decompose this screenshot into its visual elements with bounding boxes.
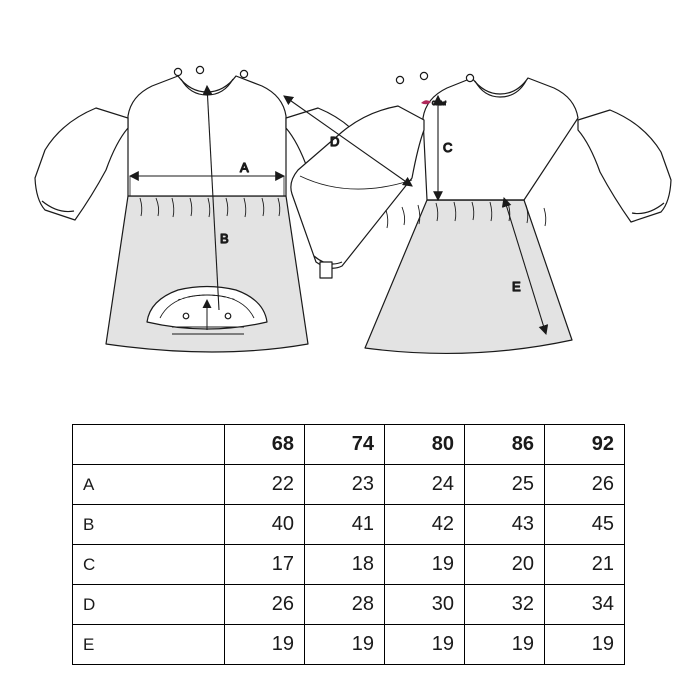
size-table	[72, 424, 625, 665]
back-right-sleeve	[578, 110, 671, 222]
back-sleeve-tab	[320, 262, 332, 278]
row-label-c: C	[73, 545, 225, 585]
back-button-mid	[420, 72, 427, 79]
cell-b-92: 45	[545, 505, 625, 545]
cell-e-68: 19	[225, 625, 305, 665]
cell-d-86: 32	[465, 585, 545, 625]
cell-e-86: 19	[465, 625, 545, 665]
brand-logo-text: Chillef	[432, 101, 446, 107]
cell-d-92: 34	[545, 585, 625, 625]
size-header-1: 74	[305, 425, 385, 465]
cell-a-86: 25	[465, 465, 545, 505]
row-label-a: A	[73, 465, 225, 505]
dimension-b-label: B	[220, 231, 229, 246]
cell-c-68: 17	[225, 545, 305, 585]
size-header-4: 92	[545, 425, 625, 465]
cell-c-80: 19	[385, 545, 465, 585]
back-button-right	[466, 74, 473, 81]
brand-logo	[421, 100, 447, 107]
dimension-d-label: D	[330, 134, 340, 149]
dimension-c-label: C	[443, 140, 453, 155]
cell-c-74: 18	[305, 545, 385, 585]
cell-a-92: 26	[545, 465, 625, 505]
cell-b-68: 40	[225, 505, 305, 545]
front-button-mid	[196, 66, 203, 73]
size-header-0: 68	[225, 425, 305, 465]
front-button-right	[240, 70, 247, 77]
cell-e-92: 19	[545, 625, 625, 665]
cell-e-74: 19	[305, 625, 385, 665]
size-chart	[72, 424, 624, 665]
cell-d-80: 30	[385, 585, 465, 625]
table-row	[73, 505, 625, 545]
table-header-row	[73, 425, 625, 465]
dimension-e-label: E	[512, 279, 521, 294]
back-button-left	[396, 76, 403, 83]
dimension-a-label: A	[240, 160, 249, 175]
row-label-e: E	[73, 625, 225, 665]
front-left-sleeve	[35, 108, 128, 220]
cell-d-74: 28	[305, 585, 385, 625]
cell-d-68: 26	[225, 585, 305, 625]
cell-b-80: 42	[385, 505, 465, 545]
table-row	[73, 465, 625, 505]
table-row	[73, 585, 625, 625]
table-corner-cell	[73, 425, 225, 465]
cell-c-86: 20	[465, 545, 545, 585]
cell-c-92: 21	[545, 545, 625, 585]
back-skirt	[365, 200, 572, 353]
cell-e-80: 19	[385, 625, 465, 665]
row-label-b: B	[73, 505, 225, 545]
front-button-left	[174, 68, 181, 75]
cell-a-74: 23	[305, 465, 385, 505]
row-label-d: D	[73, 585, 225, 625]
back-bodice	[423, 78, 578, 200]
size-header-3: 86	[465, 425, 545, 465]
size-header-2: 80	[385, 425, 465, 465]
table-row	[73, 545, 625, 585]
cell-b-74: 41	[305, 505, 385, 545]
cell-b-86: 43	[465, 505, 545, 545]
table-row	[73, 625, 625, 665]
cell-a-68: 22	[225, 465, 305, 505]
back-view-garment	[284, 72, 671, 353]
cell-a-80: 24	[385, 465, 465, 505]
